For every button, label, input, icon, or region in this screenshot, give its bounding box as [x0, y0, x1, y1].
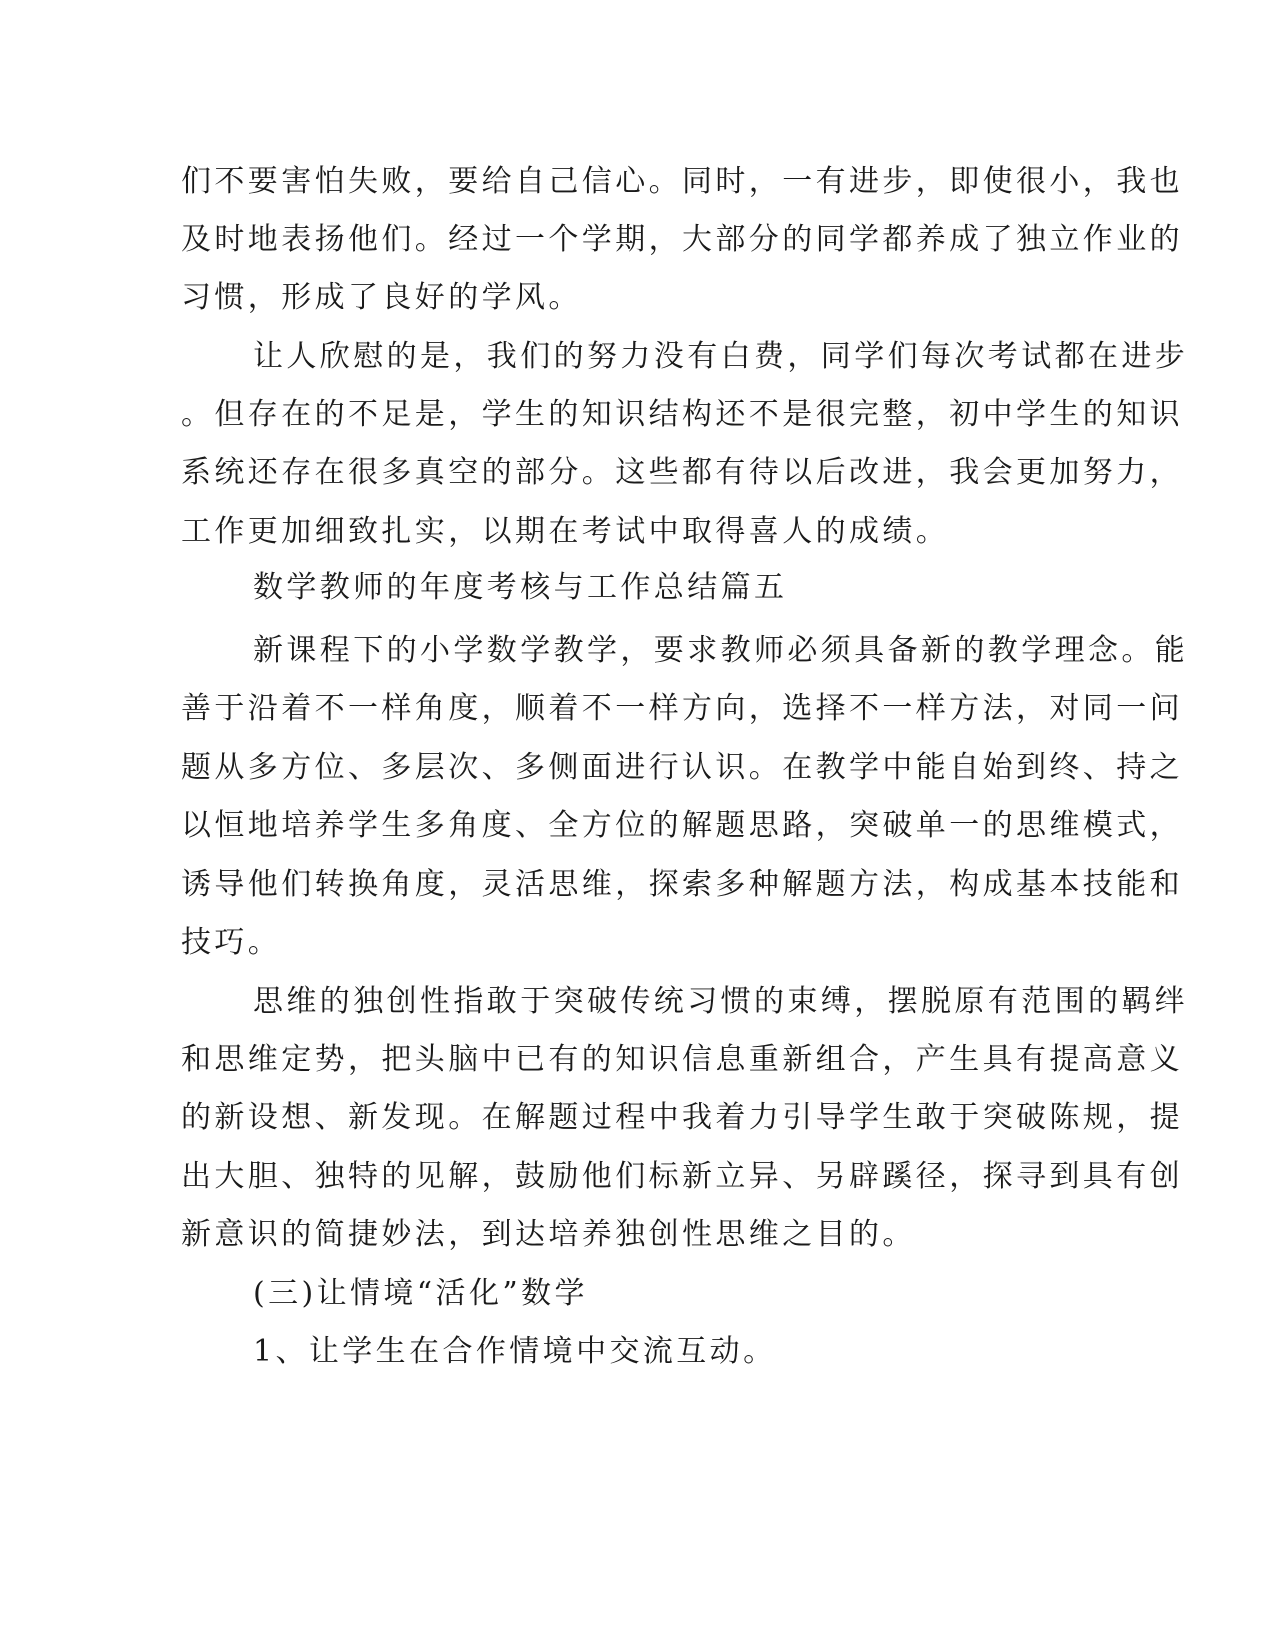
body-text-line: 新课程下的小学数学教学，要求教师必须具备新的教学理念。能: [253, 633, 1189, 668]
body-text-line: 们不要害怕失败，要给自己信心。同时，一有进步，即使很小，我也: [181, 164, 1183, 199]
body-text-line: 习惯，形成了良好的学风。: [181, 280, 582, 315]
body-text-line: 。但存在的不足是，学生的知识结构还不是很完整，初中学生的知识: [181, 397, 1183, 432]
body-text-line: 的新设想、新发现。在解题过程中我着力引导学生敢于突破陈规，提: [181, 1100, 1183, 1135]
body-text-line: 诱导他们转换角度，灵活思维，探索多种解题方法，构成基本技能和: [181, 867, 1183, 902]
body-text-line: 系统还存在很多真空的部分。这些都有待以后改进，我会更加努力，: [181, 455, 1183, 490]
body-text-line: 思维的独创性指敢于突破传统习惯的束缚，摆脱原有范围的羁绊: [253, 984, 1189, 1019]
section-heading: 数学教师的年度考核与工作总结篇五: [253, 570, 788, 605]
body-text-line: 题从多方位、多层次、多侧面进行认识。在教学中能自始到终、持之: [181, 750, 1183, 785]
body-text-line: 新意识的简捷妙法，到达培养独创性思维之目的。: [181, 1217, 916, 1252]
body-text-line: 出大胆、独特的见解，鼓励他们标新立异、另辟蹊径，探寻到具有创: [181, 1159, 1183, 1194]
subsection-heading: (三)让情境“活化”数学: [253, 1276, 588, 1311]
body-text-line: 和思维定势，把头脑中已有的知识信息重新组合，产生具有提高意义: [181, 1042, 1183, 1077]
body-text-line: 技巧。: [181, 925, 282, 960]
body-text-line: 让人欣慰的是，我们的努力没有白费，同学们每次考试都在进步: [253, 339, 1189, 374]
body-text-line: 工作更加细致扎实，以期在考试中取得喜人的成绩。: [181, 514, 950, 549]
body-text-line: 善于沿着不一样角度，顺着不一样方向，选择不一样方法，对同一问: [181, 691, 1183, 726]
body-text-line: 及时地表扬他们。经过一个学期，大部分的同学都养成了独立作业的: [181, 222, 1183, 257]
list-item: 1、让学生在合作情境中交流互动。: [253, 1334, 777, 1369]
body-text-line: 以恒地培养学生多角度、全方位的解题思路，突破单一的思维模式，: [181, 808, 1183, 843]
